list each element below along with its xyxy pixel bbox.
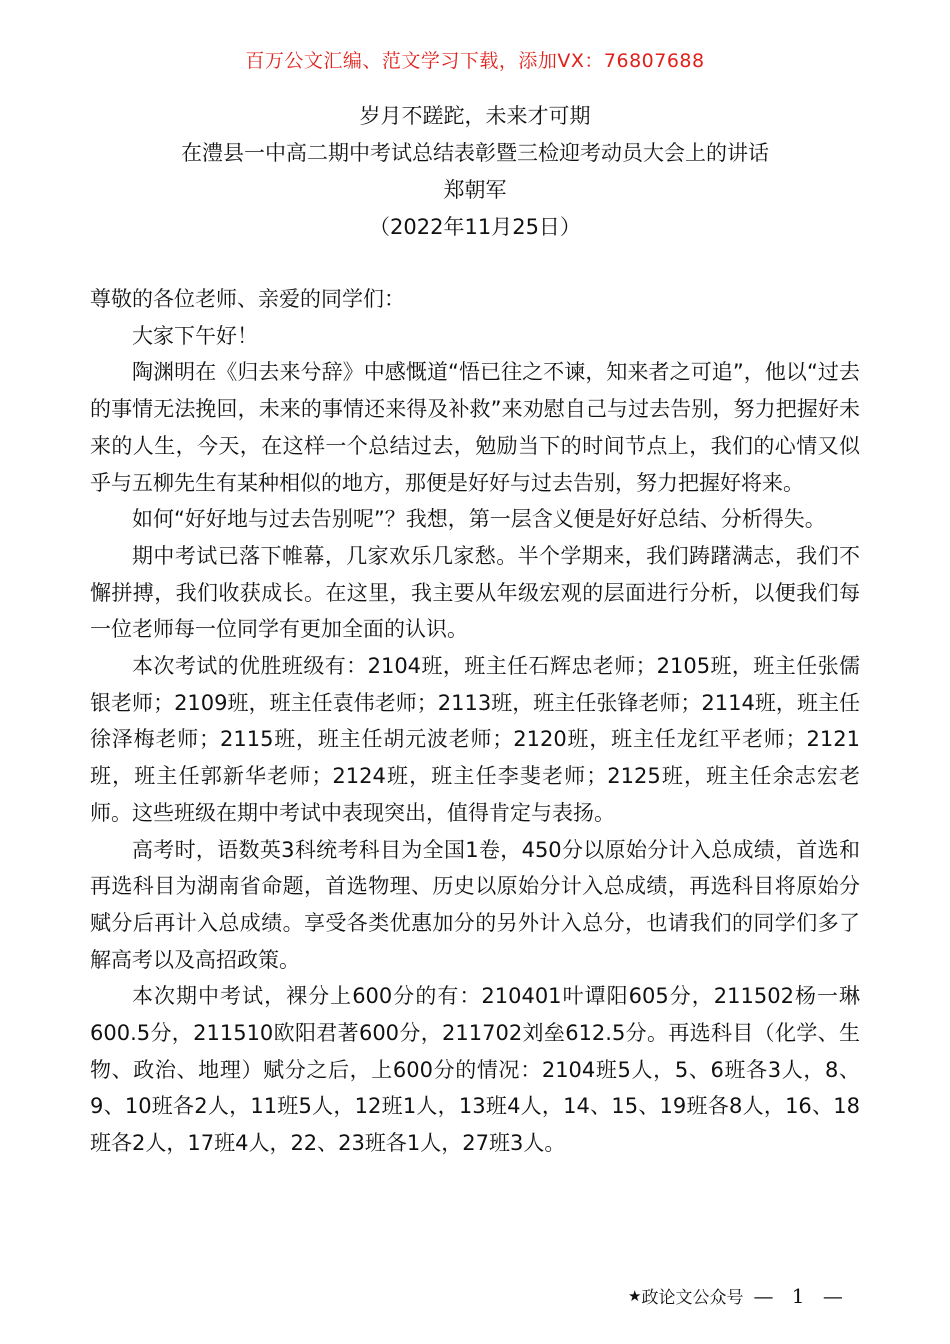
speech-date: （2022年11月25日）: [369, 215, 581, 239]
footer-source: 政论文公众号: [641, 1288, 744, 1308]
salutation: 尊敬的各位老师、亲爱的同学们：: [90, 287, 405, 311]
paragraph: 陶渊明在《归去来兮辞》中感慨道“悟已往之不谏，知来者之可追”，他以“过去的事情无法挽回，未来的事情还来得及补救”来劝慰自己与过去告别，努力把握好未来的人生，今天，在这样一个总结过去，勉励当下的时间节点上，我们的心情又似乎与五柳先生有某种相似的地方，那便是好好与过去告别，努力把握好将来。: [90, 360, 860, 495]
page-footer: [628, 1283, 849, 1308]
paragraph: 期中考试已落下帷幕，几家欢乐几家愁。半个学期来，我们踌躇满志，我们不懈拼搏，我们收获成长。在这里，我主要从年级宏观的层面进行分析，以便我们每一位老师每一位同学有更加全面的认识。: [90, 543, 860, 642]
star-icon: ★: [628, 1286, 642, 1305]
page-number: — 1 —: [753, 1283, 849, 1308]
paragraph: 大家下午好！: [132, 323, 258, 348]
paragraph: 高考时，语数英3科统考科目为全国1卷，450分以原始分计入总成绩，首选和再选科目为湖南省命题，首选物理、历史以原始分计入总成绩，再选科目将原始分赋分后再计入总成绩。享受各类优惠加分的另外计入总分，也请我们的同学们多了解高考以及高招政策。: [90, 837, 860, 972]
paragraph: 如何“好好地与过去告别呢”？我想，第一层含义便是好好总结、分析得失。: [132, 507, 826, 532]
paragraph: 本次期中考试，裸分上600分的有：210401叶谭阳605分，211502杨一琳600.5分，211510欧阳君著600分，211702刘垒612.5分。再选科目（化学、生物、政治、地理）赋分之后，上600分的情况：2104班5人，5、6班各3人，8、9、10班各2人，11班5人，12班1人，13班4人，14、15、19班各8人，16、18班各2人，17班4人，22、23班各1人，27班3人。: [90, 984, 860, 1156]
title-block: [0, 98, 950, 246]
document-title: 岁月不蹉跎，未来才可期: [359, 104, 591, 128]
document-body: [90, 281, 860, 1162]
paragraph: 本次考试的优胜班级有：2104班，班主任石辉忠老师；2105班，班主任张儒银老师；2109班，班主任袁伟老师；2113班，班主任张锋老师；2114班，班主任徐泽梅老师；2115班，班主任胡元波老师；2120班，班主任龙红平老师；2121班，班主任郭新华老师；2124班，班主任李斐老师；2125班，班主任余志宏老师。这些班级在期中考试中表现突出，值得肯定与表扬。: [90, 654, 860, 825]
document-subtitle: 在澧县一中高二期中考试总结表彰暨三检迎考动员大会上的讲话: [181, 141, 769, 165]
watermark-banner: 百万公文汇编、范文学习下载，添加VX：76807688: [245, 50, 705, 72]
author-name: 郑朝军: [443, 178, 507, 202]
